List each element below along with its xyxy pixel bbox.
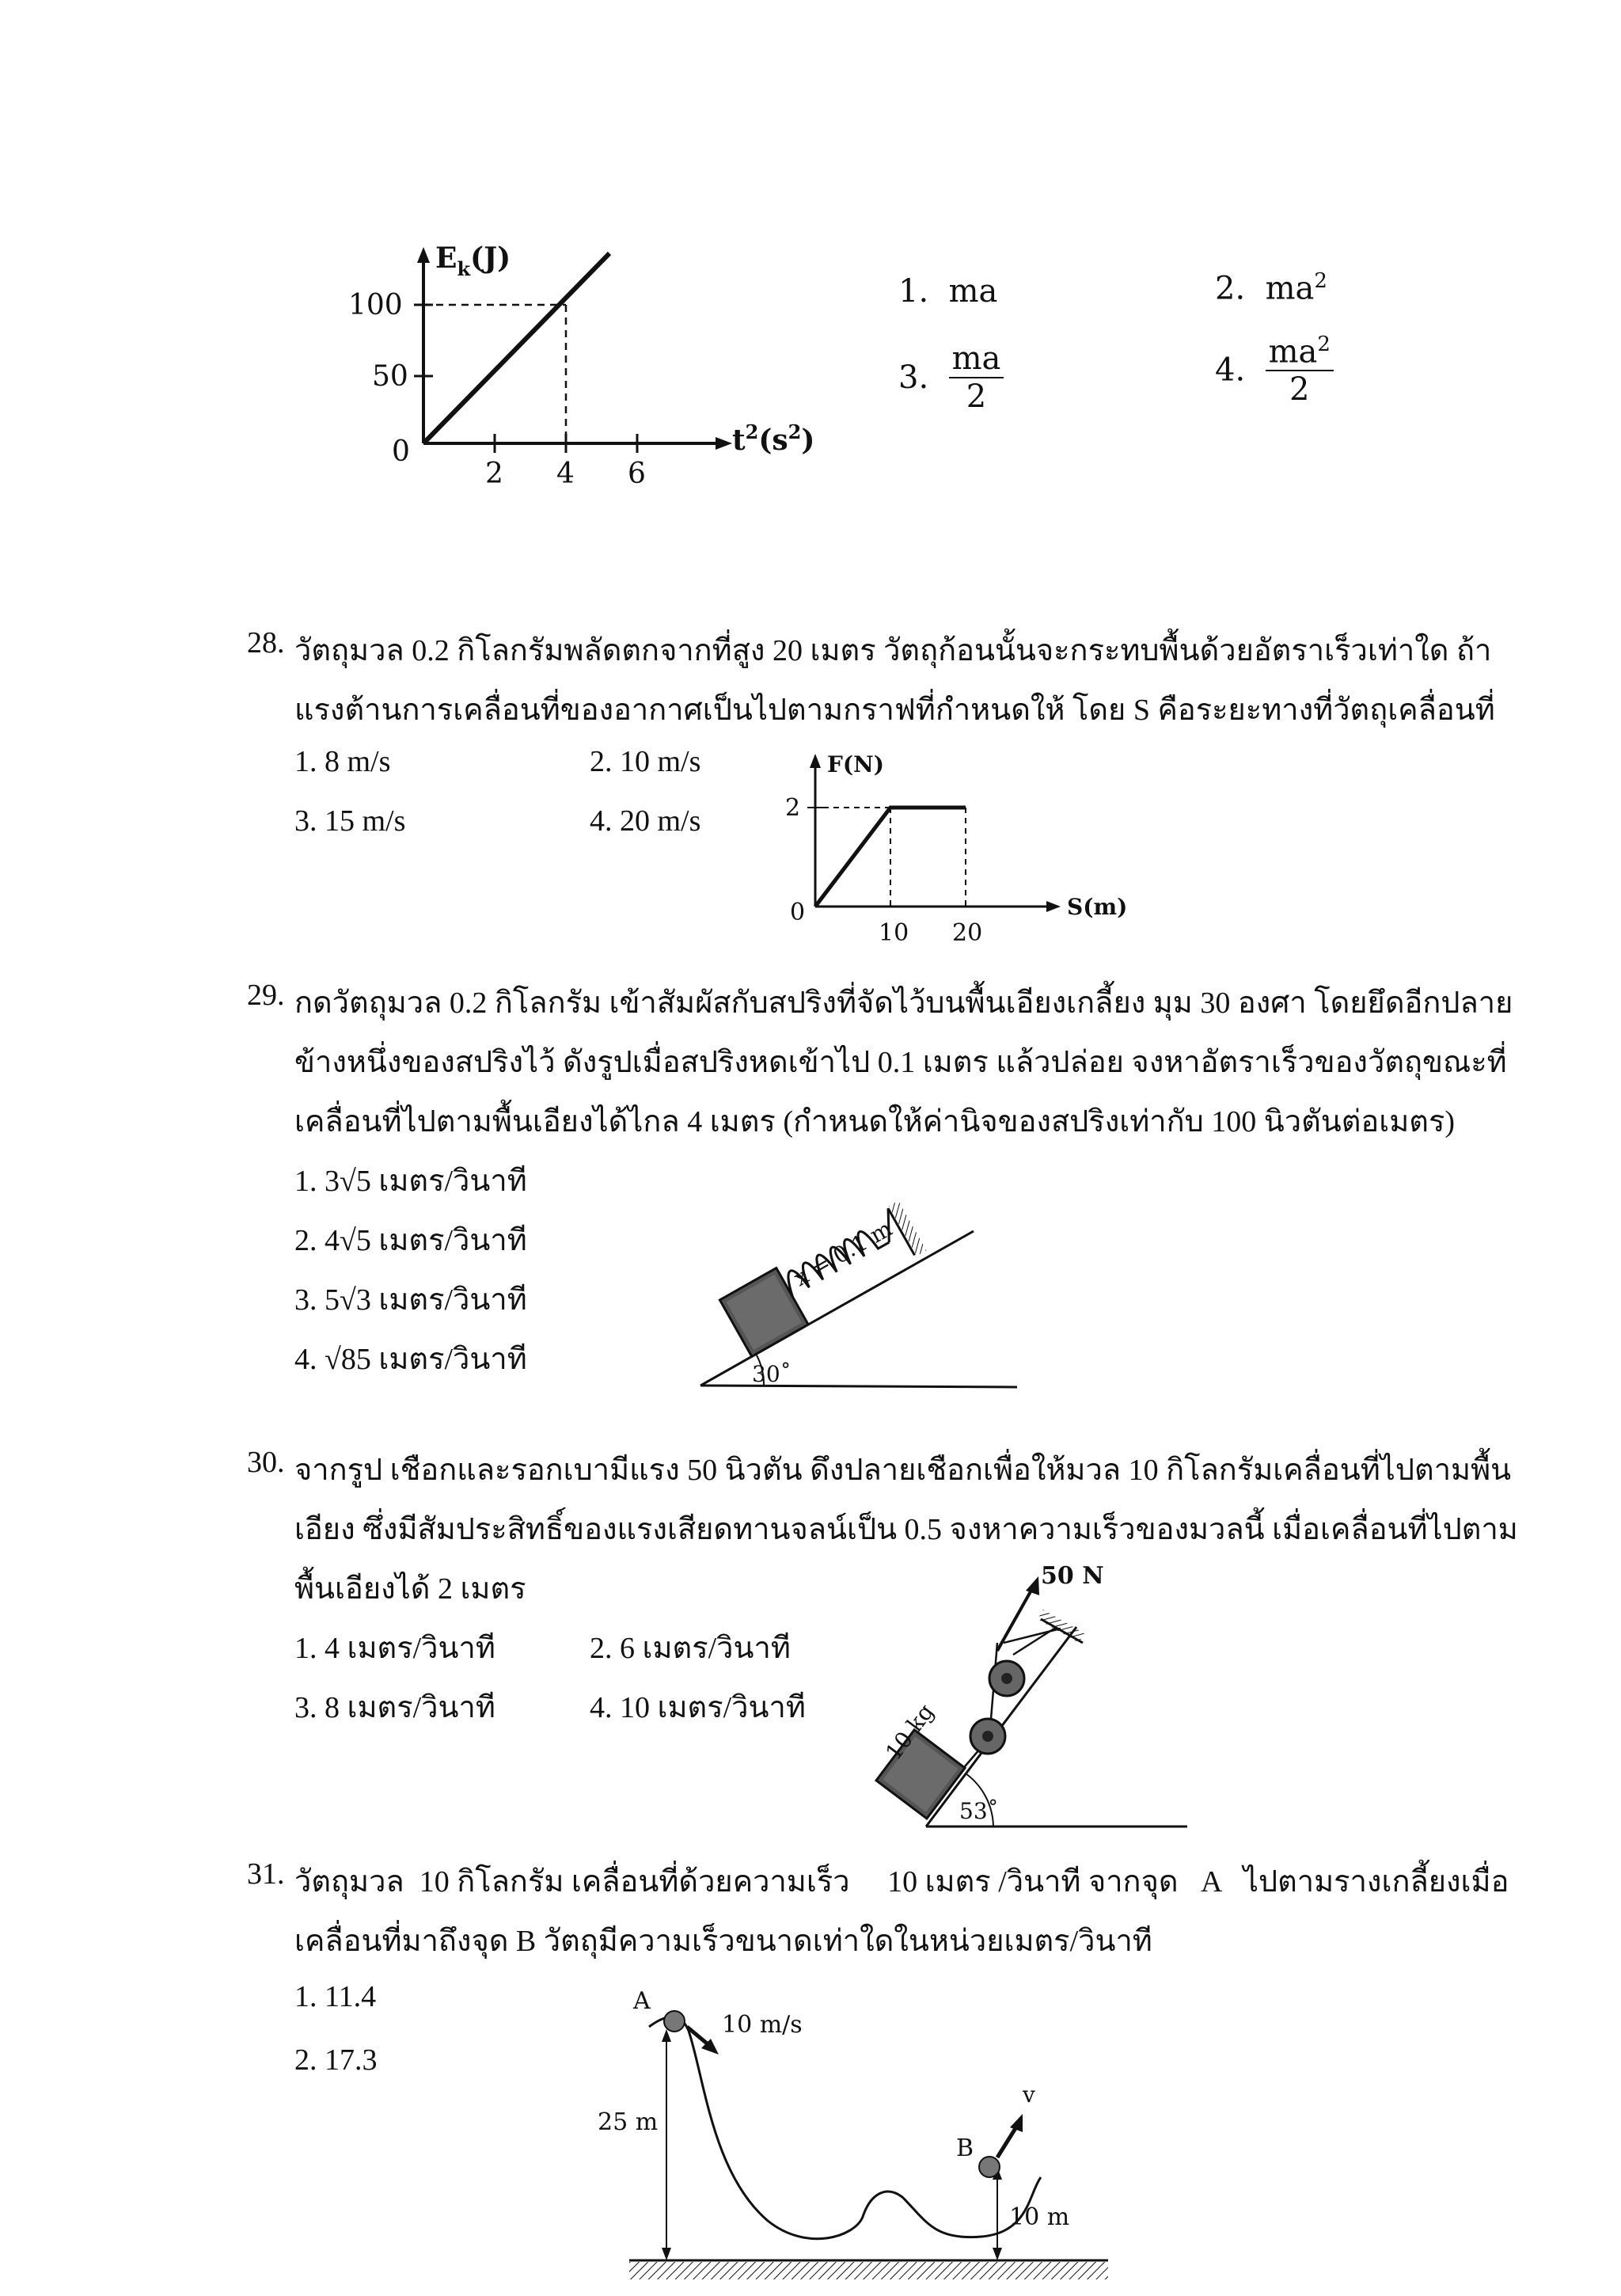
q27-x-arrow (716, 437, 732, 450)
q29-option-4[interactable]: 4. √85 เมตร/วินาที (294, 1343, 527, 1376)
q27-option-3[interactable]: 3. $\frac{ma}{2}$ (898, 340, 1004, 415)
q29-option-3[interactable]: 3. 5√3 เมตร/วินาที (294, 1283, 527, 1317)
q31-option-2[interactable]: 2. 17.3 (294, 2043, 378, 2077)
q27-option-4[interactable]: 4. $\frac{ma^2}{2}$ (1215, 333, 1334, 408)
q27-xlabel: $t^2(s^2)$ (732, 420, 815, 457)
q27-ylabel: $E_k(J)$ (435, 241, 511, 280)
q27-xtick-label-4: 4 (556, 458, 575, 490)
q29-option-2[interactable]: 2. 4√5 เมตร/วินาที (294, 1224, 527, 1257)
q31-velocity-label: v (1023, 2081, 1035, 2108)
q29-angle-label: 30˚ (752, 1361, 792, 1387)
q27-xtick-label-6: 6 (628, 458, 646, 490)
q31-height-a-arrow-bottom (662, 2248, 671, 2260)
q31-point-a-label: A (633, 1987, 651, 2015)
q29-option-1[interactable]: 1. 3√5 เมตร/วินาที (294, 1165, 527, 1198)
q31-line-2: เคลื่อนที่มาถึงจุด B วัตถุมีความเร็วขนาดเท่าใดในหน่วยเมตร/วินาที (294, 1925, 1152, 1958)
q29-line-3: เคลื่อนที่ไปตามพื้นเอียงได้ไกล 4 เมตร (กำหนดให้ค่านิจของสปริงเท่ากับ 100 นิวตันต่อเมตร) (294, 1105, 1456, 1138)
q28-xtick-label-20: 20 (952, 919, 983, 947)
q31-height-b-label: 10 m (1009, 2203, 1070, 2231)
q30-line-1: จากรูป เชือกและรอกเบามีแรง 50 นิวตัน ดึงปลายเชือกเพื่อให้มวล 10 กิโลกรัมเคลื่อนที่ไปตามพื้น (294, 1454, 1512, 1487)
q30-figure-svg (871, 1556, 1203, 1841)
q31-option-1[interactable]: 1. 11.4 (294, 1980, 377, 2013)
q27-origin-label: 0 (392, 435, 410, 468)
q30-number: 30. (247, 1446, 285, 1479)
q31-line-1: วัตถุมวล 10 กิโลกรัม เคลื่อนที่ด้วยความเร็ว 10 เมตร /วินาที จากจุด A ไปตามรางเกลี้ยงเมื่อ (294, 1865, 1509, 1899)
q29-number: 29. (247, 979, 285, 1012)
q27-graph-svg (340, 238, 815, 507)
q30-support-hatch (1038, 1610, 1084, 1643)
q31-ball-b (979, 2157, 1000, 2177)
q28-number: 28. (247, 626, 285, 660)
q27-graph (340, 238, 815, 507)
q28-ytick-label: 2 (785, 794, 801, 822)
q27-option-2[interactable]: 2. $ma^2$ (1215, 269, 1327, 307)
q28-option-1[interactable]: 1. 8 m/s (294, 745, 391, 778)
q31-figure-svg (586, 1983, 1124, 2292)
q30-pulley-upper-axle (1001, 1673, 1012, 1684)
q30-line-3: พื้นเอียงได้ 2 เมตร (294, 1572, 526, 1606)
q30-angle-label: 53˚ (959, 1798, 999, 1824)
q27-ytick-label-100: 100 (348, 289, 403, 321)
q30-option-3[interactable]: 3. 8 เมตร/วินาที (294, 1691, 495, 1724)
q28-ylabel: F(N) (827, 751, 884, 777)
q29-figure-svg (689, 1188, 1029, 1401)
q28-line-2: แรงต้านการเคลื่อนที่ของอากาศเป็นไปตามกราฟที่กำหนดให้ โดย S คือระยะทางที่วัตถุเคลื่อนที่ (294, 694, 1495, 727)
q28-graph-svg (768, 744, 1132, 950)
q31-speed-label: 10 m/s (722, 2011, 803, 2039)
q28-graph (768, 744, 1132, 950)
q30-option-4[interactable]: 4. 10 เมตร/วินาที (590, 1691, 806, 1724)
q31-height-b-arrow-bottom (993, 2248, 1002, 2260)
q28-option-3[interactable]: 3. 15 m/s (294, 804, 406, 838)
q29-figure (689, 1188, 1029, 1401)
q30-line-2: เอียง ซึ่งมีสัมประสิทธิ์ของแรงเสียดทานจลน์เป็น 0.5 จงหาความเร็วของมวลนี้ เมื่อเคลื่อนที่ไปตาม (294, 1513, 1518, 1546)
q31-velocity-arrow-line (997, 2126, 1017, 2157)
q31-number: 31. (247, 1857, 285, 1891)
q28-origin-label: 0 (790, 899, 806, 926)
q27-ytick-label-50: 50 (372, 360, 408, 393)
q31-velocity-arrowhead (1010, 2114, 1023, 2132)
q31-point-b-label: B (956, 2134, 974, 2162)
q30-option-1[interactable]: 1. 4 เมตร/วินาที (294, 1632, 495, 1665)
q30-force-arrow-line (997, 1587, 1033, 1651)
q30-force-arrowhead (1026, 1576, 1039, 1595)
q30-pulley-lower-axle (982, 1731, 993, 1742)
q27-option-1[interactable]: 1. ma (898, 273, 998, 310)
q28-option-2[interactable]: 2. 10 m/s (590, 745, 701, 778)
q30-mass-label: 10 kg (880, 1698, 940, 1766)
q28-y-arrow (810, 754, 821, 768)
q31-ball-a (664, 2011, 685, 2032)
q31-figure (586, 1983, 1124, 2292)
q28-xlabel: S(m) (1067, 894, 1128, 920)
q29-line-1: กดวัตถุมวล 0.2 กิโลกรัม เข้าสัมผัสกับสปริงที่จัดไว้บนพื้นเอียงเกลี้ยง มุม 30 องศา โดยยึดอีกปลาย (294, 986, 1513, 1020)
q30-force-label: 50 N (1041, 1562, 1104, 1590)
q29-line-2: ข้างหนึ่งของสปริงไว้ ดังรูปเมื่อสปริงหดเข้าไป 0.1 เมตร แล้วปล่อย จงหาอัตราเร็วของวัตถุขณะที่ (294, 1046, 1507, 1079)
sqrt-icon: √ (325, 1343, 341, 1376)
q27-data-line (423, 253, 609, 443)
q27-xtick-label-2: 2 (485, 458, 503, 490)
q30-option-2[interactable]: 2. 6 เมตร/วินาที (590, 1632, 791, 1665)
q31-ground-hatch (629, 2262, 1108, 2279)
q27-option-4-fraction: $\frac{ma^2}{2}$ (1266, 333, 1334, 408)
sqrt-icon: √ (340, 1165, 356, 1198)
q28-line-1: วัตถุมวล 0.2 กิโลกรัมพลัดตกจากที่สูง 20 เมตร วัตถุก้อนนั้นจะกระทบพื้นด้วยอัตราเร็วเท่าใด ถ้า (294, 634, 1492, 667)
sqrt-icon: √ (340, 1224, 356, 1257)
q27-option-3-fraction: $\frac{ma}{2}$ (949, 340, 1004, 415)
sqrt-icon: √ (340, 1283, 356, 1317)
q27-y-arrow (417, 247, 430, 263)
q28-x-arrow (1046, 901, 1061, 912)
q30-rope-4 (1004, 1629, 1061, 1643)
q29-block (719, 1268, 808, 1357)
q31-height-a-label: 25 m (598, 2108, 659, 2136)
q28-option-4[interactable]: 4. 20 m/s (590, 804, 701, 838)
q30-figure (871, 1556, 1203, 1841)
q29-ground (700, 1386, 1017, 1387)
q29-spring-label: x = 0.1 m (789, 1215, 897, 1292)
q28-xtick-label-10: 10 (879, 919, 909, 947)
